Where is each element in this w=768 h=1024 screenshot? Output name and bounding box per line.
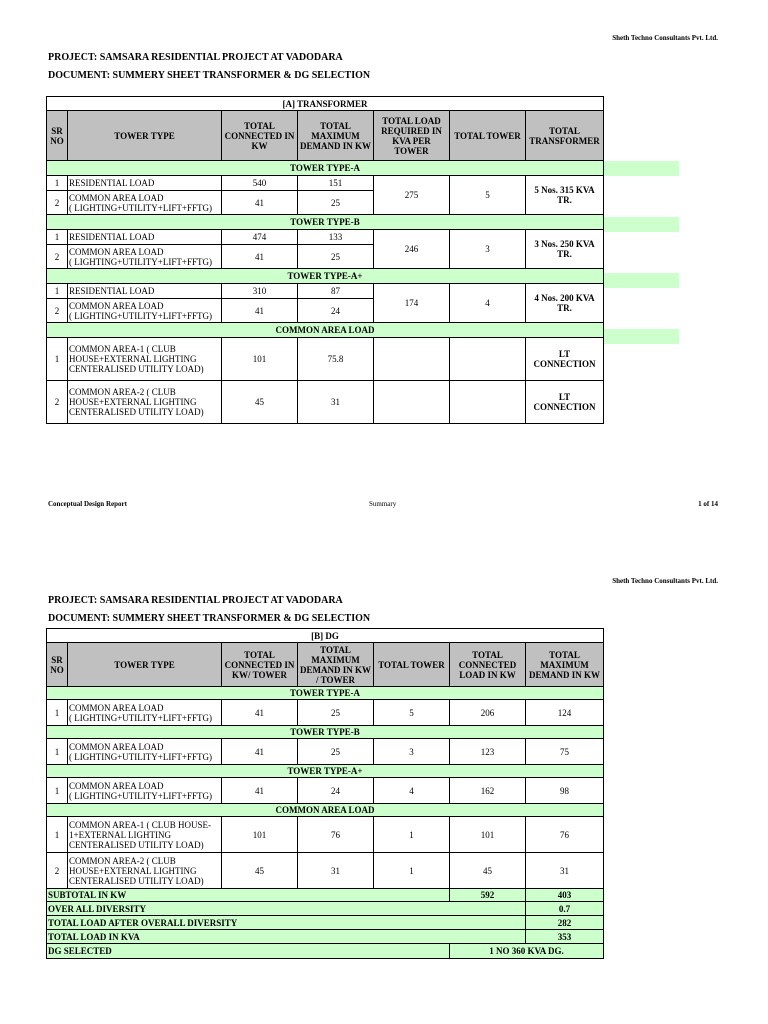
header-kva: TOTAL LOAD REQUIRED IN KVA PER TOWER	[374, 111, 450, 161]
transformer-title: [A] TRANSFORMER	[47, 97, 604, 111]
transformer-cell: LT CONNECTION	[526, 338, 604, 381]
connected-cell: 45	[222, 381, 298, 424]
sr-cell: 2	[47, 245, 68, 269]
total-connected-cell: 206	[450, 700, 526, 726]
kva-row	[47, 930, 604, 944]
sr-cell: 1	[47, 700, 68, 726]
total-demand-cell: 76	[526, 817, 604, 853]
type-cell: COMMON AREA LOAD ( LIGHTING+UTILITY+LIFT+FFTG)	[68, 739, 222, 765]
group-tower-type-a-plus: TOWER TYPE-A+	[47, 269, 604, 284]
project-title: PROJECT: SAMSARA RESIDENTIAL PROJECT AT VADODARA	[48, 595, 343, 606]
total-connected-cell: 123	[450, 739, 526, 765]
transformer-cell: 4 Nos. 200 KVA TR.	[526, 284, 604, 323]
type-cell: RESIDENTIAL LOAD	[68, 284, 222, 299]
type-cell: COMMON AREA LOAD ( LIGHTING+UTILITY+LIFT+FFTG)	[68, 245, 222, 269]
header-total-demand: TOTAL MAXIMUM DEMAND IN KW	[526, 643, 604, 687]
after-diversity-value: 282	[526, 916, 604, 930]
type-cell: COMMON AREA LOAD ( LIGHTING+UTILITY+LIFT+FFTG)	[68, 191, 222, 215]
table-row	[47, 338, 604, 381]
total-demand-cell: 98	[526, 778, 604, 804]
demand-cell: 25	[298, 739, 374, 765]
group-common-area-load: COMMON AREA LOAD	[47, 804, 604, 817]
towers-cell: 5	[374, 700, 450, 726]
total-demand-cell: 124	[526, 700, 604, 726]
header-sr: SR NO	[47, 643, 68, 687]
group-common-area-load: COMMON AREA LOAD	[47, 323, 604, 338]
type-cell: COMMON AREA-1 ( CLUB HOUSE-1+EXTERNAL LIGHTING CENTERALISED UTILITY LOAD)	[68, 817, 222, 853]
green-band-extension	[604, 161, 679, 176]
green-band-extension	[604, 273, 679, 288]
connected-cell: 41	[222, 739, 298, 765]
subtotal-label: SUBTOTAL IN KW	[47, 889, 450, 902]
sr-cell: 1	[47, 338, 68, 381]
diversity-value: 0.7	[526, 902, 604, 916]
kva-label: TOTAL LOAD IN KVA	[47, 930, 526, 944]
connected-cell: 41	[222, 700, 298, 726]
sr-cell: 1	[47, 176, 68, 191]
kva-cell: 174	[374, 284, 450, 323]
empty-cell	[450, 381, 526, 424]
table-row	[47, 381, 604, 424]
connected-cell: 45	[222, 853, 298, 889]
subtotal-demand: 403	[526, 889, 604, 902]
demand-cell: 25	[298, 245, 374, 269]
group-tower-type-a: TOWER TYPE-A	[47, 687, 604, 700]
group-tower-type-b: TOWER TYPE-B	[47, 726, 604, 739]
green-band-extension	[604, 217, 679, 232]
sr-cell: 2	[47, 299, 68, 323]
total-demand-cell: 31	[526, 853, 604, 889]
header-total-connected: TOTAL CONNECTED LOAD IN KW	[450, 643, 526, 687]
dg-selected-label: DG SELECTED	[47, 944, 450, 959]
sr-cell: 2	[47, 853, 68, 889]
demand-cell: 75.8	[298, 338, 374, 381]
table-row	[47, 817, 604, 853]
group-tower-type-a: TOWER TYPE-A	[47, 161, 604, 176]
kva-value: 353	[526, 930, 604, 944]
towers-cell: 5	[450, 176, 526, 215]
table-row	[47, 739, 604, 765]
connected-cell: 540	[222, 176, 298, 191]
transformer-cell: 3 Nos. 250 KVA TR.	[526, 230, 604, 269]
total-connected-cell: 45	[450, 853, 526, 889]
connected-cell: 101	[222, 338, 298, 381]
demand-cell: 87	[298, 284, 374, 299]
empty-cell	[374, 338, 450, 381]
footer-left: Conceptual Design Report	[48, 500, 127, 508]
table-row	[47, 230, 604, 245]
total-connected-cell: 162	[450, 778, 526, 804]
sr-cell: 2	[47, 191, 68, 215]
after-diversity-row	[47, 916, 604, 930]
dg-selected-row	[47, 944, 604, 959]
table-row	[47, 853, 604, 889]
header-tower-type: TOWER TYPE	[68, 111, 222, 161]
demand-cell: 24	[298, 778, 374, 804]
footer-center: Summary	[369, 500, 397, 508]
sr-cell: 1	[47, 739, 68, 765]
document-title: DOCUMENT: SUMMERY SHEET TRANSFORMER & DG SELECTION	[48, 70, 371, 81]
header-sr: SR NO	[47, 111, 68, 161]
demand-cell: 25	[298, 191, 374, 215]
header-towers: TOTAL TOWER	[374, 643, 450, 687]
sr-cell: 1	[47, 230, 68, 245]
demand-cell: 31	[298, 381, 374, 424]
connected-cell: 41	[222, 245, 298, 269]
towers-cell: 4	[450, 284, 526, 323]
header-tower-type: TOWER TYPE	[68, 643, 222, 687]
connected-cell: 101	[222, 817, 298, 853]
transformer-cell: 5 Nos. 315 KVA TR.	[526, 176, 604, 215]
type-cell: COMMON AREA-1 ( CLUB HOUSE+EXTERNAL LIGHTING CENTERALISED UTILITY LOAD)	[68, 338, 222, 381]
table-row	[47, 778, 604, 804]
connected-cell: 474	[222, 230, 298, 245]
dg-selected-value: 1 NO 360 KVA DG.	[450, 944, 604, 959]
project-title: PROJECT: SAMSARA RESIDENTIAL PROJECT AT VADODARA	[48, 52, 343, 63]
diversity-row	[47, 902, 604, 916]
document-title: DOCUMENT: SUMMERY SHEET TRANSFORMER & DG SELECTION	[48, 613, 371, 624]
header-connected: TOTAL CONNECTED IN KW/ TOWER	[222, 643, 298, 687]
footer-page: 1 of 14	[698, 500, 718, 508]
towers-cell: 3	[374, 739, 450, 765]
after-diversity-label: TOTAL LOAD AFTER OVERALL DIVERSITY	[47, 916, 526, 930]
type-cell: RESIDENTIAL LOAD	[68, 230, 222, 245]
connected-cell: 41	[222, 299, 298, 323]
empty-cell	[450, 338, 526, 381]
table-row	[47, 700, 604, 726]
type-cell: RESIDENTIAL LOAD	[68, 176, 222, 191]
transformer-cell: LT CONNECTION	[526, 381, 604, 424]
diversity-label: OVER ALL DIVERSITY	[47, 902, 526, 916]
towers-cell: 1	[374, 853, 450, 889]
kva-cell: 246	[374, 230, 450, 269]
total-demand-cell: 75	[526, 739, 604, 765]
green-band-extension	[604, 329, 679, 344]
subtotal-connected: 592	[450, 889, 526, 902]
company-name: Sheth Techno Consultants Pvt. Ltd.	[612, 34, 718, 42]
type-cell: COMMON AREA-2 ( CLUB HOUSE+EXTERNAL LIGHTING CENTERALISED UTILITY LOAD)	[68, 853, 222, 889]
demand-cell: 133	[298, 230, 374, 245]
towers-cell: 4	[374, 778, 450, 804]
group-tower-type-b: TOWER TYPE-B	[47, 215, 604, 230]
subtotal-row	[47, 889, 604, 902]
table-row	[47, 284, 604, 299]
empty-cell	[374, 381, 450, 424]
towers-cell: 1	[374, 817, 450, 853]
demand-cell: 76	[298, 817, 374, 853]
header-demand: TOTAL MAXIMUM DEMAND IN KW	[298, 111, 374, 161]
connected-cell: 41	[222, 191, 298, 215]
connected-cell: 310	[222, 284, 298, 299]
demand-cell: 25	[298, 700, 374, 726]
transformer-table	[46, 96, 604, 424]
sr-cell: 1	[47, 284, 68, 299]
header-transformer: TOTAL TRANSFORMER	[526, 111, 604, 161]
table-row	[47, 176, 604, 191]
type-cell: COMMON AREA LOAD ( LIGHTING+UTILITY+LIFT+FFTG)	[68, 778, 222, 804]
connected-cell: 41	[222, 778, 298, 804]
type-cell: COMMON AREA-2 ( CLUB HOUSE+EXTERNAL LIGHTING CENTERALISED UTILITY LOAD)	[68, 381, 222, 424]
kva-cell: 275	[374, 176, 450, 215]
header-connected: TOTAL CONNECTED IN KW	[222, 111, 298, 161]
dg-table	[46, 628, 604, 959]
group-tower-type-a-plus: TOWER TYPE-A+	[47, 765, 604, 778]
sr-cell: 2	[47, 381, 68, 424]
header-demand: TOTAL MAXIMUM DEMAND IN KW / TOWER	[298, 643, 374, 687]
dg-title: [B] DG	[47, 629, 604, 643]
towers-cell: 3	[450, 230, 526, 269]
sr-cell: 1	[47, 778, 68, 804]
demand-cell: 24	[298, 299, 374, 323]
type-cell: COMMON AREA LOAD ( LIGHTING+UTILITY+LIFT+FFTG)	[68, 700, 222, 726]
header-towers: TOTAL TOWER	[450, 111, 526, 161]
company-name: Sheth Techno Consultants Pvt. Ltd.	[612, 577, 718, 585]
demand-cell: 151	[298, 176, 374, 191]
type-cell: COMMON AREA LOAD ( LIGHTING+UTILITY+LIFT+FFTG)	[68, 299, 222, 323]
demand-cell: 31	[298, 853, 374, 889]
sr-cell: 1	[47, 817, 68, 853]
total-connected-cell: 101	[450, 817, 526, 853]
